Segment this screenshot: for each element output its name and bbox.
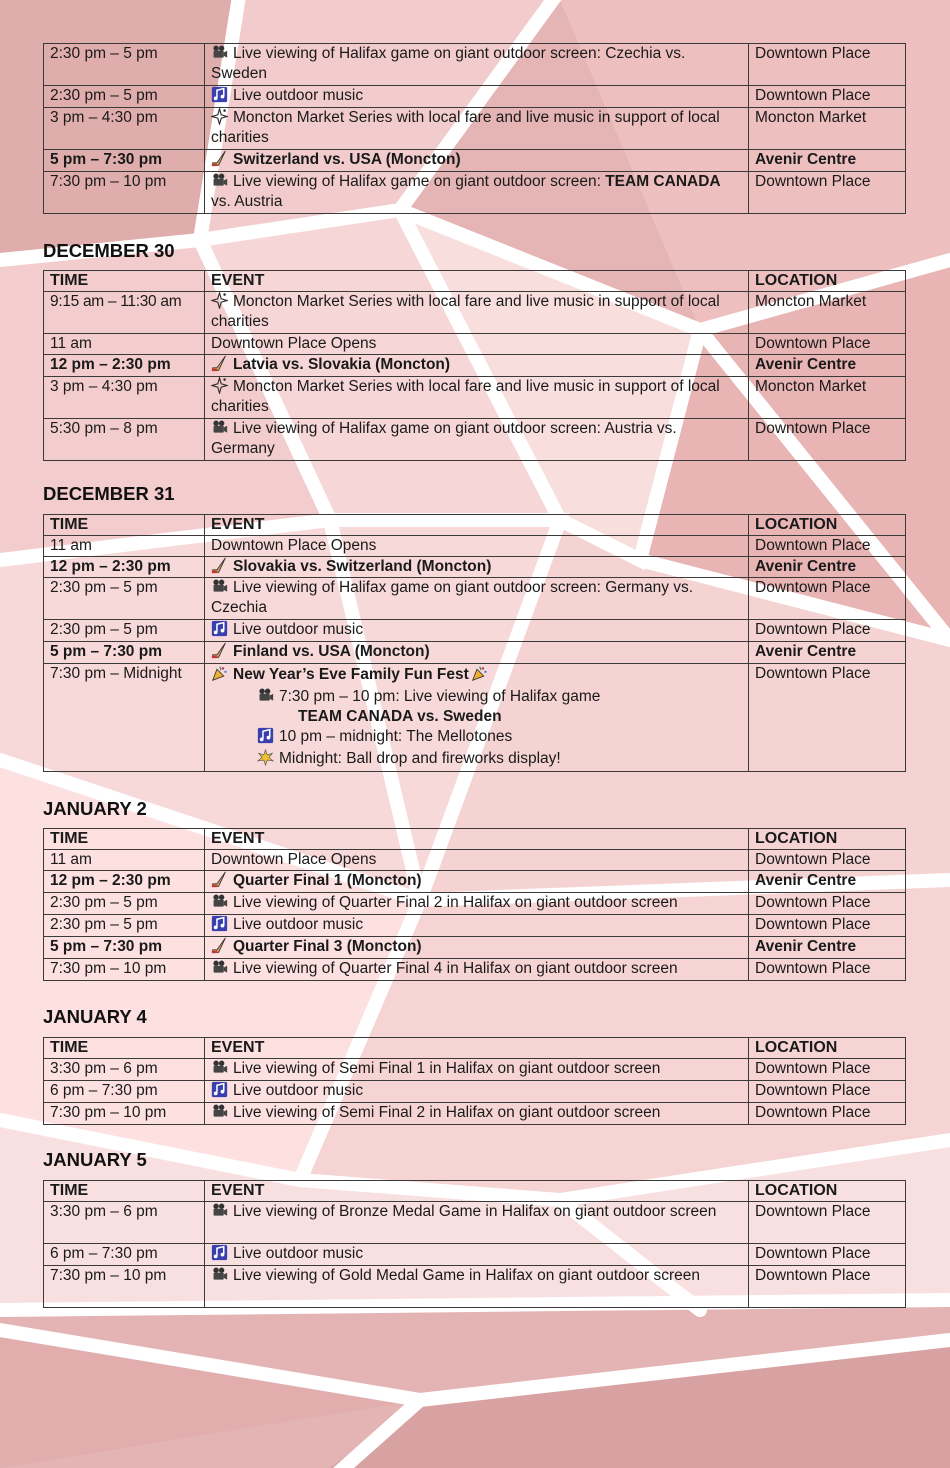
event-text: Live viewing of Gold Medal Game in Halifax on giant outdoor screen bbox=[233, 1267, 700, 1284]
time-cell: 6 pm – 7:30 pm bbox=[44, 1081, 205, 1103]
table-row bbox=[44, 871, 906, 893]
location-cell: Downtown Place bbox=[749, 959, 906, 981]
time-cell: 3:30 pm – 6 pm bbox=[44, 1202, 205, 1244]
header-location: LOCATION bbox=[749, 829, 906, 850]
location-cell: Avenir Centre bbox=[749, 557, 906, 578]
projector-icon bbox=[211, 1103, 228, 1120]
time-cell: 2:30 pm – 5 pm bbox=[44, 620, 205, 642]
time-cell: 2:30 pm – 5 pm bbox=[44, 915, 205, 937]
table-row bbox=[44, 850, 906, 871]
event-cell: Downtown Place Opens bbox=[205, 536, 749, 557]
table-row bbox=[44, 86, 906, 108]
header-event: EVENT bbox=[205, 1181, 749, 1202]
event-text: Moncton Market Series with local fare and live music in support of local charities bbox=[211, 378, 720, 415]
header-location: LOCATION bbox=[749, 515, 906, 536]
event-text: Live viewing of Semi Final 1 in Halifax on giant outdoor screen bbox=[233, 1060, 661, 1077]
event-cell bbox=[205, 419, 749, 461]
projector-icon bbox=[211, 172, 228, 189]
event-cell bbox=[205, 292, 749, 334]
event-cell bbox=[205, 86, 749, 108]
location-cell: Moncton Market bbox=[749, 292, 906, 334]
table-row bbox=[44, 1244, 906, 1266]
location-cell: Downtown Place bbox=[749, 1059, 906, 1081]
event-cell bbox=[205, 1202, 749, 1244]
header-event: EVENT bbox=[205, 1038, 749, 1059]
location-cell: Downtown Place bbox=[749, 1244, 906, 1266]
event-cell bbox=[205, 642, 749, 664]
team-name: TEAM CANADA bbox=[605, 173, 721, 190]
event-cell bbox=[205, 915, 749, 937]
location-cell: Downtown Place bbox=[749, 1202, 906, 1244]
location-cell: Downtown Place bbox=[749, 1081, 906, 1103]
table-row bbox=[44, 377, 906, 419]
location-cell: Downtown Place bbox=[749, 172, 906, 214]
table-row bbox=[44, 419, 906, 461]
event-text: Moncton Market Series with local fare and live music in support of local charities bbox=[211, 109, 720, 146]
header-time: TIME bbox=[44, 1181, 205, 1202]
event-cell: Downtown Place Opens bbox=[205, 850, 749, 871]
event-cell bbox=[205, 108, 749, 150]
market-sparkle-icon bbox=[211, 377, 228, 394]
table-header-row bbox=[44, 829, 906, 850]
hockey-stick-icon bbox=[211, 642, 228, 659]
event-text: Live outdoor music bbox=[233, 621, 364, 638]
table-row bbox=[44, 557, 906, 578]
event-text: Live viewing of Quarter Final 4 in Halifax on giant outdoor screen bbox=[233, 960, 678, 977]
day-heading: JANUARY 5 bbox=[43, 1149, 147, 1170]
header-time: TIME bbox=[44, 515, 205, 536]
music-note-icon bbox=[211, 915, 228, 932]
table-row bbox=[44, 1081, 906, 1103]
location-cell: Downtown Place bbox=[749, 1266, 906, 1308]
time-cell: 6 pm – 7:30 pm bbox=[44, 1244, 205, 1266]
event-text: Live viewing of Halifax game on giant outdoor screen: bbox=[233, 173, 606, 190]
sub-event-line bbox=[211, 748, 742, 770]
music-note-icon bbox=[211, 86, 228, 103]
event-cell bbox=[205, 1244, 749, 1266]
location-cell: Avenir Centre bbox=[749, 871, 906, 893]
location-cell: Downtown Place bbox=[749, 850, 906, 871]
projector-icon bbox=[257, 687, 274, 704]
projector-icon bbox=[211, 959, 228, 976]
music-note-icon bbox=[211, 620, 228, 637]
schedule-table-jan4 bbox=[43, 1037, 906, 1125]
table-row bbox=[44, 355, 906, 377]
table-row bbox=[44, 1266, 906, 1308]
event-cell bbox=[205, 172, 749, 214]
event-text: Finland vs. USA (Moncton) bbox=[233, 643, 430, 660]
event-cell bbox=[205, 557, 749, 578]
time-cell: 2:30 pm – 5 pm bbox=[44, 893, 205, 915]
time-cell: 3 pm – 4:30 pm bbox=[44, 377, 205, 419]
time-cell: 2:30 pm – 5 pm bbox=[44, 86, 205, 108]
header-location: LOCATION bbox=[749, 1181, 906, 1202]
location-cell: Downtown Place bbox=[749, 578, 906, 620]
header-event: EVENT bbox=[205, 271, 749, 292]
time-cell: 5:30 pm – 8 pm bbox=[44, 419, 205, 461]
sub-event-line bbox=[211, 686, 742, 708]
sub-event-line bbox=[211, 726, 742, 748]
sub-event-line: TEAM CANADA vs. Sweden bbox=[298, 708, 502, 725]
event-text: New Year’s Eve Family Fun Fest bbox=[233, 666, 469, 683]
location-cell: Avenir Centre bbox=[749, 150, 906, 172]
table-header-row bbox=[44, 1038, 906, 1059]
hockey-stick-icon bbox=[211, 557, 228, 574]
header-event: EVENT bbox=[205, 829, 749, 850]
event-text: 10 pm – midnight: The Mellotones bbox=[279, 728, 513, 745]
table-row bbox=[44, 1059, 906, 1081]
event-cell bbox=[205, 937, 749, 959]
time-cell: 2:30 pm – 5 pm bbox=[44, 44, 205, 86]
event-text: Live outdoor music bbox=[233, 1245, 364, 1262]
table-header-row bbox=[44, 1181, 906, 1202]
event-text: Live viewing of Halifax game on giant outdoor screen: Germany vs. Czechia bbox=[211, 579, 694, 616]
time-cell: 3:30 pm – 6 pm bbox=[44, 1059, 205, 1081]
location-cell: Downtown Place bbox=[749, 419, 906, 461]
table-row bbox=[44, 172, 906, 214]
table-row bbox=[44, 893, 906, 915]
table-row bbox=[44, 334, 906, 355]
table-row bbox=[44, 915, 906, 937]
time-cell: 7:30 pm – 10 pm bbox=[44, 172, 205, 214]
time-cell: 7:30 pm – Midnight bbox=[44, 664, 205, 772]
time-cell: 7:30 pm – 10 pm bbox=[44, 1103, 205, 1125]
event-text: Quarter Final 3 (Moncton) bbox=[233, 938, 422, 955]
header-location: LOCATION bbox=[749, 1038, 906, 1059]
hockey-stick-icon bbox=[211, 871, 228, 888]
location-cell: Avenir Centre bbox=[749, 355, 906, 377]
location-cell: Downtown Place bbox=[749, 1103, 906, 1125]
schedule-table-dec29 bbox=[43, 43, 906, 214]
event-cell bbox=[205, 150, 749, 172]
schedule-table-jan5 bbox=[43, 1180, 906, 1308]
table-row bbox=[44, 1103, 906, 1125]
event-text: Live outdoor music bbox=[233, 916, 364, 933]
header-event: EVENT bbox=[205, 515, 749, 536]
table-row bbox=[44, 1202, 906, 1244]
market-sparkle-icon bbox=[211, 108, 228, 125]
location-cell: Downtown Place bbox=[749, 915, 906, 937]
day-heading: DECEMBER 30 bbox=[43, 240, 175, 261]
time-cell: 3 pm – 4:30 pm bbox=[44, 108, 205, 150]
time-cell: 9:15 am – 11:30 am bbox=[44, 292, 205, 334]
event-cell bbox=[205, 664, 749, 772]
location-cell: Moncton Market bbox=[749, 377, 906, 419]
time-cell: 7:30 pm – 10 pm bbox=[44, 959, 205, 981]
table-row bbox=[44, 937, 906, 959]
day-heading: JANUARY 4 bbox=[43, 1006, 147, 1027]
location-cell: Downtown Place bbox=[749, 893, 906, 915]
party-popper-icon bbox=[471, 665, 488, 682]
table-row bbox=[44, 292, 906, 334]
event-cell bbox=[205, 1059, 749, 1081]
table-row bbox=[44, 108, 906, 150]
event-line bbox=[211, 664, 742, 686]
time-cell: 2:30 pm – 5 pm bbox=[44, 578, 205, 620]
time-cell: 11 am bbox=[44, 850, 205, 871]
table-header-row bbox=[44, 515, 906, 536]
projector-icon bbox=[211, 1059, 228, 1076]
table-row bbox=[44, 959, 906, 981]
event-text: Slovakia vs. Switzerland (Moncton) bbox=[233, 558, 492, 575]
event-text: Midnight: Ball drop and fireworks display! bbox=[279, 750, 561, 767]
event-cell bbox=[205, 871, 749, 893]
event-cell bbox=[205, 44, 749, 86]
music-note-icon bbox=[257, 727, 274, 744]
location-cell: Downtown Place bbox=[749, 334, 906, 355]
header-time: TIME bbox=[44, 271, 205, 292]
event-text: Live viewing of Halifax game on giant outdoor screen: Austria vs. Germany bbox=[211, 420, 677, 457]
event-text: vs. Austria bbox=[211, 193, 283, 210]
location-cell: Downtown Place bbox=[749, 536, 906, 557]
market-sparkle-icon bbox=[211, 292, 228, 309]
time-cell: 5 pm – 7:30 pm bbox=[44, 150, 205, 172]
table-row bbox=[44, 642, 906, 664]
event-text: Live outdoor music bbox=[233, 1082, 364, 1099]
party-popper-icon bbox=[211, 665, 228, 682]
event-cell: Downtown Place Opens bbox=[205, 334, 749, 355]
time-cell: 5 pm – 7:30 pm bbox=[44, 642, 205, 664]
event-text: Live outdoor music bbox=[233, 87, 364, 104]
event-text: Live viewing of Halifax game on giant outdoor screen: Czechia vs. Sweden bbox=[211, 45, 686, 82]
event-cell bbox=[205, 620, 749, 642]
music-note-icon bbox=[211, 1244, 228, 1261]
table-row bbox=[44, 44, 906, 86]
schedule-table-jan2 bbox=[43, 828, 906, 981]
location-cell: Downtown Place bbox=[749, 620, 906, 642]
header-location: LOCATION bbox=[749, 271, 906, 292]
hockey-stick-icon bbox=[211, 937, 228, 954]
day-heading: DECEMBER 31 bbox=[43, 483, 175, 504]
event-text: Moncton Market Series with local fare and live music in support of local charities bbox=[211, 293, 720, 330]
event-text: Live viewing of Quarter Final 2 in Halifax on giant outdoor screen bbox=[233, 894, 678, 911]
location-cell: Downtown Place bbox=[749, 664, 906, 772]
table-row bbox=[44, 578, 906, 620]
location-cell: Downtown Place bbox=[749, 44, 906, 86]
fireworks-icon bbox=[257, 749, 274, 766]
time-cell: 5 pm – 7:30 pm bbox=[44, 937, 205, 959]
projector-icon bbox=[211, 419, 228, 436]
event-cell bbox=[205, 1103, 749, 1125]
location-cell: Avenir Centre bbox=[749, 642, 906, 664]
event-cell bbox=[205, 1081, 749, 1103]
location-cell: Downtown Place bbox=[749, 86, 906, 108]
time-cell: 11 am bbox=[44, 536, 205, 557]
event-cell bbox=[205, 1266, 749, 1308]
day-heading: JANUARY 2 bbox=[43, 798, 147, 819]
event-text: 7:30 pm – 10 pm: Live viewing of Halifax game bbox=[279, 688, 601, 705]
event-text: Switzerland vs. USA (Moncton) bbox=[233, 151, 461, 168]
table-row bbox=[44, 620, 906, 642]
table-row bbox=[44, 664, 906, 772]
event-cell bbox=[205, 377, 749, 419]
projector-icon bbox=[211, 1202, 228, 1219]
event-text: Quarter Final 1 (Moncton) bbox=[233, 872, 422, 889]
header-time: TIME bbox=[44, 1038, 205, 1059]
table-row bbox=[44, 536, 906, 557]
time-cell: 12 pm – 2:30 pm bbox=[44, 355, 205, 377]
projector-icon bbox=[211, 578, 228, 595]
location-cell: Avenir Centre bbox=[749, 937, 906, 959]
event-cell bbox=[205, 355, 749, 377]
projector-icon bbox=[211, 1266, 228, 1283]
table-header-row bbox=[44, 271, 906, 292]
music-note-icon bbox=[211, 1081, 228, 1098]
event-text: Live viewing of Bronze Medal Game in Halifax on giant outdoor screen bbox=[233, 1203, 717, 1220]
hockey-stick-icon bbox=[211, 150, 228, 167]
hockey-stick-icon bbox=[211, 355, 228, 372]
event-cell bbox=[205, 893, 749, 915]
header-time: TIME bbox=[44, 829, 205, 850]
time-cell: 11 am bbox=[44, 334, 205, 355]
schedule-table-dec30 bbox=[43, 270, 906, 461]
time-cell: 12 pm – 2:30 pm bbox=[44, 557, 205, 578]
event-cell bbox=[205, 578, 749, 620]
projector-icon bbox=[211, 44, 228, 61]
event-cell bbox=[205, 959, 749, 981]
event-text: Latvia vs. Slovakia (Moncton) bbox=[233, 356, 451, 373]
projector-icon bbox=[211, 893, 228, 910]
time-cell: 12 pm – 2:30 pm bbox=[44, 871, 205, 893]
time-cell: 7:30 pm – 10 pm bbox=[44, 1266, 205, 1308]
schedule-table-dec31 bbox=[43, 514, 906, 772]
table-row bbox=[44, 150, 906, 172]
event-text: Live viewing of Semi Final 2 in Halifax on giant outdoor screen bbox=[233, 1104, 661, 1121]
location-cell: Moncton Market bbox=[749, 108, 906, 150]
